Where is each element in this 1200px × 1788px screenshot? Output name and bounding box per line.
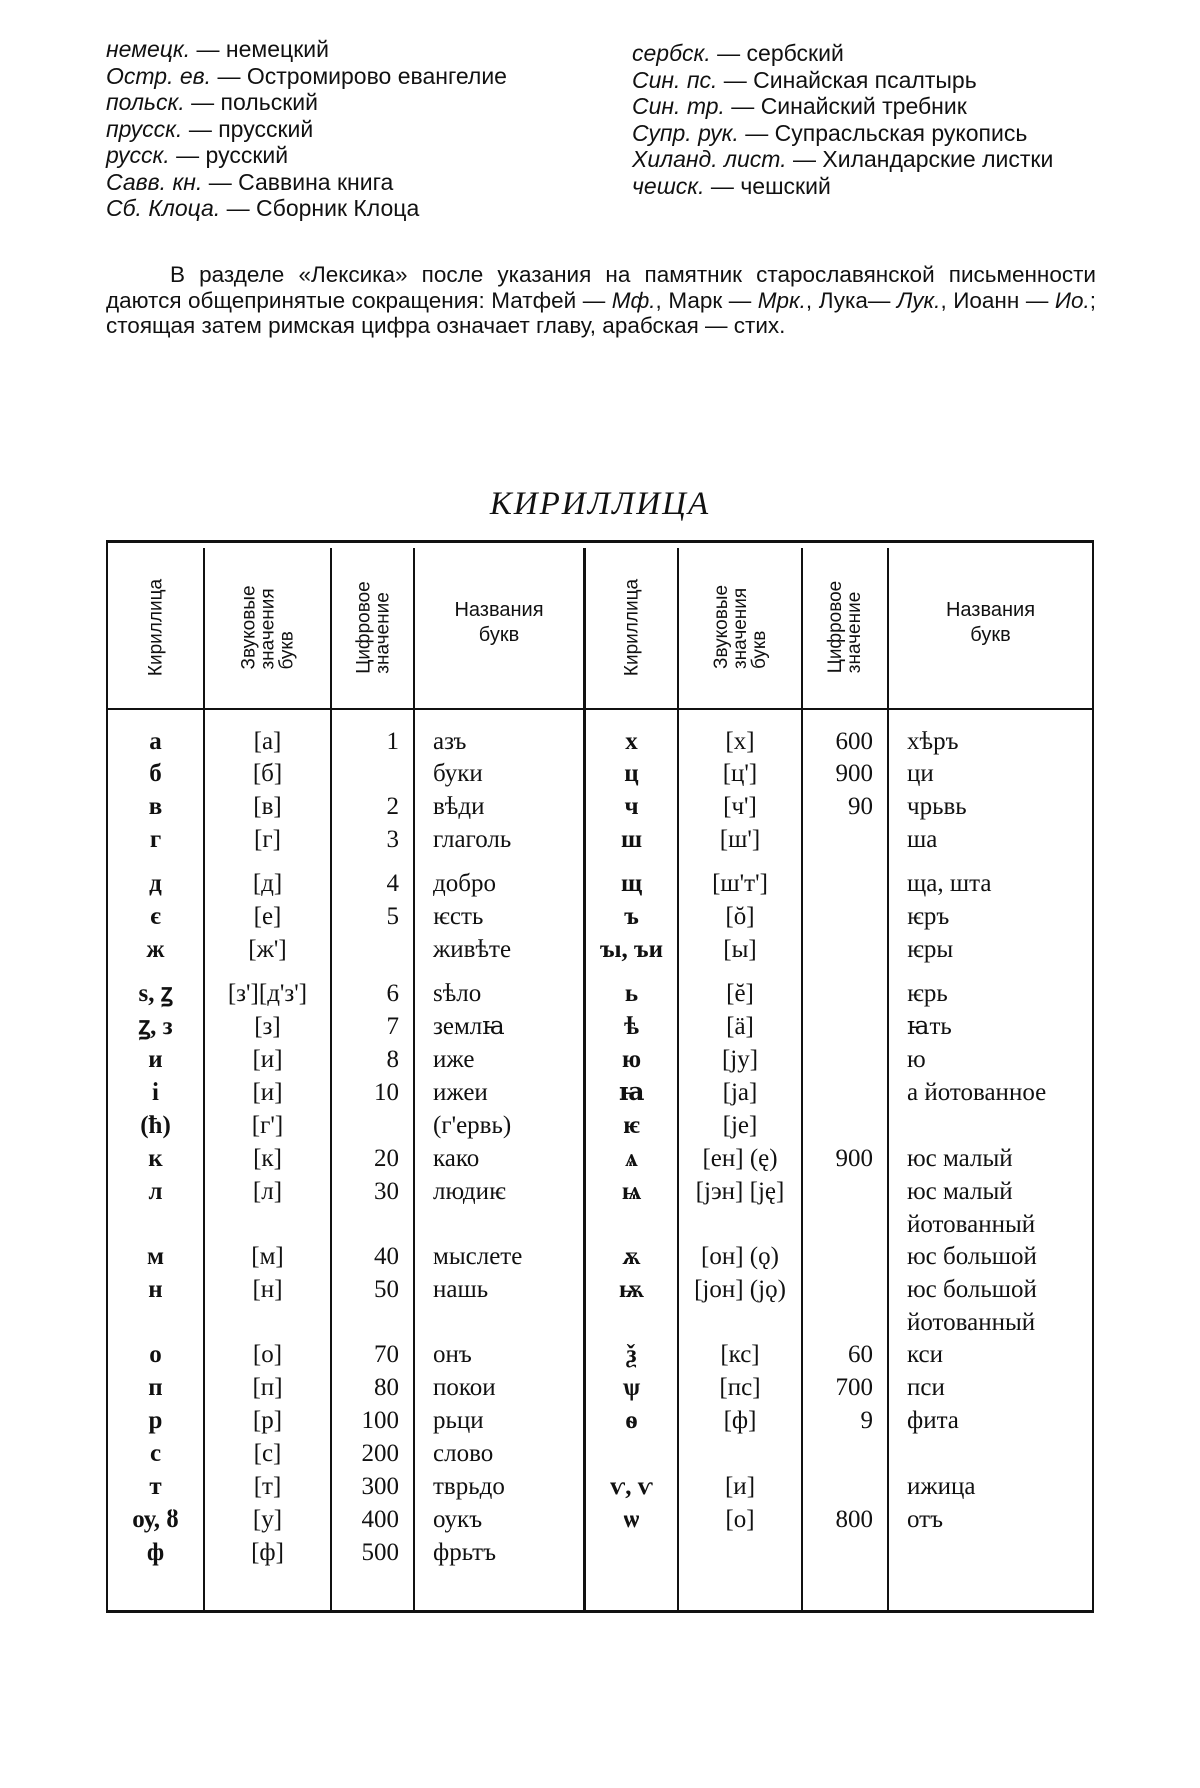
sound-value: [пс] (719, 1374, 761, 1401)
letter-glyph: ц (624, 760, 639, 787)
column-header-sound (684, 547, 796, 707)
letter-name: мыслете (433, 1243, 523, 1270)
letter-name: юс малый (907, 1178, 1013, 1205)
letter-glyph: і (152, 1079, 159, 1106)
sound-value: [ф] (251, 1539, 284, 1566)
intro-abbr: Лук. (896, 287, 941, 313)
letter-glyph: щ (620, 870, 643, 897)
sound-value: [к] (253, 1145, 282, 1172)
abbreviation-meaning: — Сборник Клоца (220, 195, 420, 221)
abbreviation-meaning: — русский (169, 142, 289, 168)
letter-name: кси (907, 1341, 943, 1368)
col-divider (801, 548, 803, 1611)
intro-text: , Лука— (805, 287, 897, 313)
letter-glyph: ъı, ъи (599, 936, 663, 963)
abbreviation-meaning: — польский (184, 89, 318, 115)
sound-value: [ф] (723, 1407, 757, 1434)
sound-value: [јон] (јǫ) (694, 1276, 786, 1303)
letter-glyph: ч (624, 793, 639, 820)
sound-value: [т] (253, 1473, 282, 1500)
numeric-value: 900 (835, 1145, 873, 1172)
sound-value: [ја] (722, 1079, 758, 1106)
intro-abbr: Мрк. (757, 287, 806, 313)
abbreviation: прусск. (106, 115, 183, 142)
letter-glyph: ѡ (623, 1506, 640, 1533)
letter-name: юс большой (907, 1243, 1037, 1270)
letter-name: буки (433, 760, 483, 787)
letter-glyph: м (146, 1243, 165, 1270)
sound-value: [г] (254, 826, 281, 853)
abbreviation-entry (106, 142, 626, 169)
intro-abbr: Ио. (1054, 287, 1090, 313)
letter-name: азъ (433, 728, 467, 755)
intro-abbr: Мф. (611, 287, 656, 313)
letter-glyph: л (148, 1178, 163, 1205)
letter-name: како (433, 1145, 480, 1172)
column-header-number (808, 547, 882, 707)
abbreviation: чешск. (632, 172, 705, 199)
letter-name: (г'ервь) (433, 1112, 512, 1139)
letter-glyph: ꙗ (618, 1079, 645, 1106)
abbreviation-meaning: — Супрасльская рукопись (738, 119, 1028, 146)
column-header-number (337, 547, 408, 707)
sound-value: [з] (254, 1013, 281, 1040)
letter-glyph: ж (146, 936, 165, 963)
sound-value: [кс] (720, 1341, 760, 1368)
abbreviation-entry (106, 195, 626, 222)
letter-glyph: ѩ (621, 1178, 642, 1205)
abbreviation-entry (632, 93, 1192, 120)
abbreviation-meaning: — Хиландарские листки (786, 146, 1054, 172)
column-header-line: букв (276, 630, 297, 670)
numeric-value: 6 (386, 980, 399, 1007)
table-bottom-rule (106, 1610, 1094, 1613)
letter-glyph: р (148, 1407, 163, 1434)
sound-value: [г'] (251, 1112, 284, 1139)
column-header-sound (210, 547, 325, 707)
numeric-value: 800 (835, 1506, 873, 1533)
letter-glyph: ш (620, 826, 643, 853)
column-header-line: значение (371, 591, 393, 674)
abbreviation-entry (106, 36, 626, 63)
column-header-line: букв (970, 624, 1011, 646)
numeric-value: 50 (374, 1276, 399, 1303)
col-divider (1092, 542, 1094, 1611)
numeric-value: 200 (361, 1440, 399, 1467)
letter-glyph: т (149, 1473, 162, 1500)
letter-name: ѥръ (907, 903, 950, 930)
letter-name: глаголь (433, 826, 512, 853)
sound-value: [ж'] (248, 936, 287, 963)
abbreviation-meaning: — Синайский требник (724, 93, 967, 119)
abbreviation: Син. тр. (632, 93, 725, 119)
sound-value: [п] (252, 1374, 283, 1401)
column-header-line: Цифровое (352, 580, 374, 674)
sound-value: [ц'] (722, 760, 758, 787)
abbreviations-left (106, 36, 626, 222)
sound-value: [р] (252, 1407, 283, 1434)
letter-glyph: ѕ, ꙁ (138, 980, 173, 1007)
numeric-value: 500 (361, 1539, 399, 1566)
letter-glyph: ѵ, ѵ (610, 1473, 653, 1500)
letter-name: тврьдо (433, 1473, 505, 1500)
letter-glyph: в (148, 793, 163, 820)
numeric-value: 40 (374, 1243, 399, 1270)
letter-name: ижица (907, 1473, 976, 1500)
sound-value: [в] (253, 793, 282, 820)
letter-name: ѥсть (433, 903, 484, 930)
letter-name: слово (433, 1440, 494, 1467)
abbreviation-meaning: — сербский (710, 40, 844, 66)
sound-value: [и] (252, 1046, 283, 1073)
numeric-value: 8 (386, 1046, 399, 1073)
letter-name: а йотованное (907, 1079, 1047, 1106)
letter-name: оукъ (433, 1506, 483, 1533)
letter-glyph: ь (624, 980, 639, 1007)
numeric-value: 900 (835, 760, 873, 787)
column-header-line: Кириллица (145, 578, 166, 676)
letter-glyph: ю (621, 1046, 642, 1073)
intro-text: , Марк — (655, 287, 758, 313)
intro-text: ; стоящая затем римская цифра означает главу, арабская — стих. (106, 287, 1096, 338)
column-header-line: букв (478, 624, 520, 646)
numeric-value: 60 (848, 1341, 873, 1368)
sound-value: [д] (252, 870, 283, 897)
sound-value: [јэн] [ję] (695, 1178, 785, 1205)
letter-name: вѣди (433, 793, 485, 820)
letter-name: йотованный (907, 1309, 1036, 1336)
numeric-value: 70 (374, 1341, 399, 1368)
numeric-value: 4 (386, 870, 399, 897)
letter-glyph: с (149, 1440, 162, 1467)
letter-name: ѥрь (907, 980, 948, 1007)
column-header-name (889, 598, 1092, 648)
letter-name: добро (433, 870, 496, 897)
numeric-value: 100 (361, 1407, 399, 1434)
column-header-line: Кириллица (621, 578, 642, 676)
letter-name: юс большой (907, 1276, 1037, 1303)
abbreviation: Хиланд. лист. (632, 146, 787, 172)
sound-value: [л] (252, 1178, 283, 1205)
letter-name: хѣръ (907, 728, 959, 755)
numeric-value: 700 (835, 1374, 873, 1401)
column-header-glyph (591, 547, 672, 707)
abbreviation-entry (632, 120, 1192, 147)
letter-glyph: к (148, 1145, 163, 1172)
letter-name: ижеи (433, 1079, 488, 1106)
abbreviation-entry (632, 67, 1192, 94)
sound-value: [и] (724, 1473, 756, 1500)
letter-glyph: п (148, 1374, 163, 1401)
sound-value: [е] (253, 903, 282, 930)
column-header-line: значения (729, 587, 751, 670)
numeric-value: 10 (374, 1079, 399, 1106)
sound-value: [а] (253, 728, 282, 755)
sound-value: [и] (252, 1079, 283, 1106)
intro-text: В разделе «Лексика» после указания на памятник старославянской письменности даются общепринятые сокращения: Матфей — (106, 262, 1096, 313)
letter-name: юс малый (907, 1145, 1013, 1172)
column-header-line: Названия (454, 599, 544, 621)
letter-glyph: ѱ (622, 1374, 641, 1401)
numeric-value: 7 (386, 1013, 399, 1040)
abbreviation: Син. пс. (632, 66, 718, 93)
letter-glyph: ѥ (623, 1112, 640, 1139)
column-header-line: Звуковые (710, 584, 732, 670)
sound-value: [ен] (ę) (702, 1145, 778, 1172)
sound-value: [с] (253, 1440, 282, 1467)
letter-name: йотованный (907, 1211, 1036, 1238)
sound-value: [м] (251, 1243, 284, 1270)
letter-glyph: г (149, 826, 162, 853)
sound-value: [ы] (723, 936, 757, 963)
abbreviation-entry (106, 89, 626, 116)
letter-glyph: ѣ (623, 1013, 639, 1040)
abbreviation: Супр. рук. (632, 119, 739, 146)
abbreviation-meaning: — Синайская псалтырь (717, 66, 977, 93)
sound-value: [ä] (726, 1013, 754, 1040)
letter-name: ꙗть (907, 1013, 952, 1040)
abbreviation: Савв. кн. (106, 168, 203, 195)
numeric-value: 9 (860, 1407, 873, 1434)
numeric-value: 20 (374, 1145, 399, 1172)
column-header-line: Звуковые (238, 584, 259, 670)
letter-name: фрьтъ (433, 1539, 497, 1566)
sound-value: [он] (ǫ) (701, 1243, 779, 1270)
letter-glyph: х (625, 728, 638, 755)
letter-glyph: ѳ (625, 1407, 638, 1434)
abbreviation: Остр. ев. (106, 62, 212, 89)
numeric-value: 300 (361, 1473, 399, 1500)
letter-name: ѥры (907, 936, 954, 963)
abbreviation: польск. (106, 89, 185, 115)
sound-value: [ч'] (723, 793, 757, 820)
letter-name: рьци (433, 1407, 484, 1434)
abbreviation: сербск. (632, 40, 711, 66)
numeric-value: 600 (835, 728, 873, 755)
letter-name: нашь (433, 1276, 489, 1303)
abbreviation-meaning: — Остромирово евангелие (211, 62, 507, 89)
column-header-line: Названия (945, 599, 1036, 621)
abbreviation: русск. (106, 142, 170, 168)
section-heading: КИРИЛЛИЦА (489, 486, 711, 522)
letter-name: землꙗ (433, 1013, 505, 1040)
column-header-line: значения (257, 587, 278, 670)
numeric-value: 3 (386, 826, 399, 853)
numeric-value: 80 (374, 1374, 399, 1401)
abbreviation-meaning: — Саввина книга (202, 168, 394, 195)
numeric-value: 1 (386, 728, 399, 755)
letter-glyph: (ћ) (140, 1112, 171, 1139)
sound-value: [ју] (721, 1046, 759, 1073)
sound-value: [ŏ] (725, 903, 755, 930)
column-header-line: Цифровое (825, 580, 846, 674)
abbreviation-entry (106, 116, 626, 143)
letter-glyph: б (149, 760, 162, 787)
abbreviation-entry (632, 146, 1192, 173)
letter-glyph: о (149, 1341, 162, 1368)
letter-glyph: н (148, 1276, 163, 1303)
letter-glyph: ꙁ, з (138, 1013, 173, 1040)
sound-value: [у] (252, 1506, 283, 1533)
abbreviation-entry (106, 169, 626, 196)
letter-glyph: д (149, 870, 162, 897)
sound-value: [је] (722, 1112, 758, 1139)
letter-name: пси (907, 1374, 945, 1401)
letter-name: людиѥ (433, 1178, 506, 1205)
letter-glyph: є (150, 903, 161, 930)
sound-value: [б] (252, 760, 283, 787)
intro-paragraph (106, 262, 1096, 339)
abbreviation: Сб. Клоца. (106, 195, 221, 221)
letter-name: онъ (433, 1341, 472, 1368)
letter-glyph: ъ (624, 903, 639, 930)
letter-glyph: оу, ȣ (132, 1506, 179, 1533)
letter-name: ѕѣло (433, 980, 482, 1007)
sound-value: [ш'т'] (712, 870, 768, 897)
column-header-line: букв (748, 630, 770, 670)
sound-value: [ĕ] (726, 980, 754, 1007)
letter-name: отъ (907, 1506, 944, 1533)
sound-value: [о] (725, 1506, 755, 1533)
abbreviation-entry (632, 173, 1192, 200)
letter-glyph: ѭ (619, 1276, 644, 1303)
letter-name: покои (433, 1374, 496, 1401)
sound-value: [о] (252, 1341, 283, 1368)
letter-glyph: ѫ (622, 1243, 641, 1270)
sound-value: [н] (252, 1276, 283, 1303)
sound-value: [ш'] (719, 826, 761, 853)
letter-glyph: ѯ (626, 1341, 637, 1368)
abbreviation-entry (632, 40, 1192, 67)
numeric-value: 5 (386, 903, 399, 930)
table-header-rule (106, 708, 1094, 710)
abbreviations-right (632, 40, 1192, 199)
numeric-value: 400 (361, 1506, 399, 1533)
abbreviation-meaning: — чешский (704, 172, 831, 199)
letter-name: живѣте (433, 936, 512, 963)
letter-glyph: ѧ (625, 1145, 638, 1172)
numeric-value: 90 (848, 793, 873, 820)
column-header-line: значение (844, 591, 865, 674)
letter-name: фита (907, 1407, 959, 1434)
abbreviation: немецк. (106, 36, 191, 62)
column-header-name (415, 598, 583, 648)
letter-glyph: а (149, 728, 162, 755)
col-divider (887, 548, 889, 1611)
letter-name: ша (907, 826, 938, 853)
table-top-rule (106, 540, 1094, 543)
letter-name: чрьвь (907, 793, 967, 820)
letter-glyph: и (148, 1046, 163, 1073)
letter-name: ю (907, 1046, 926, 1073)
abbreviation-meaning: — немецкий (190, 36, 329, 62)
sound-value: [з'][д'з'] (227, 980, 308, 1007)
numeric-value: 30 (374, 1178, 399, 1205)
letter-name: иже (433, 1046, 475, 1073)
numeric-value: 2 (386, 793, 399, 820)
abbreviation-meaning: — прусский (182, 115, 314, 142)
letter-name: ща, шта (907, 870, 992, 897)
letter-glyph: ф (146, 1539, 165, 1566)
abbreviation-entry (106, 63, 626, 90)
sound-value: [х] (725, 728, 755, 755)
letter-name: ци (907, 760, 934, 787)
col-divider (413, 548, 415, 1611)
intro-text: , Иоанн — (940, 287, 1055, 313)
column-header-glyph (113, 547, 198, 707)
